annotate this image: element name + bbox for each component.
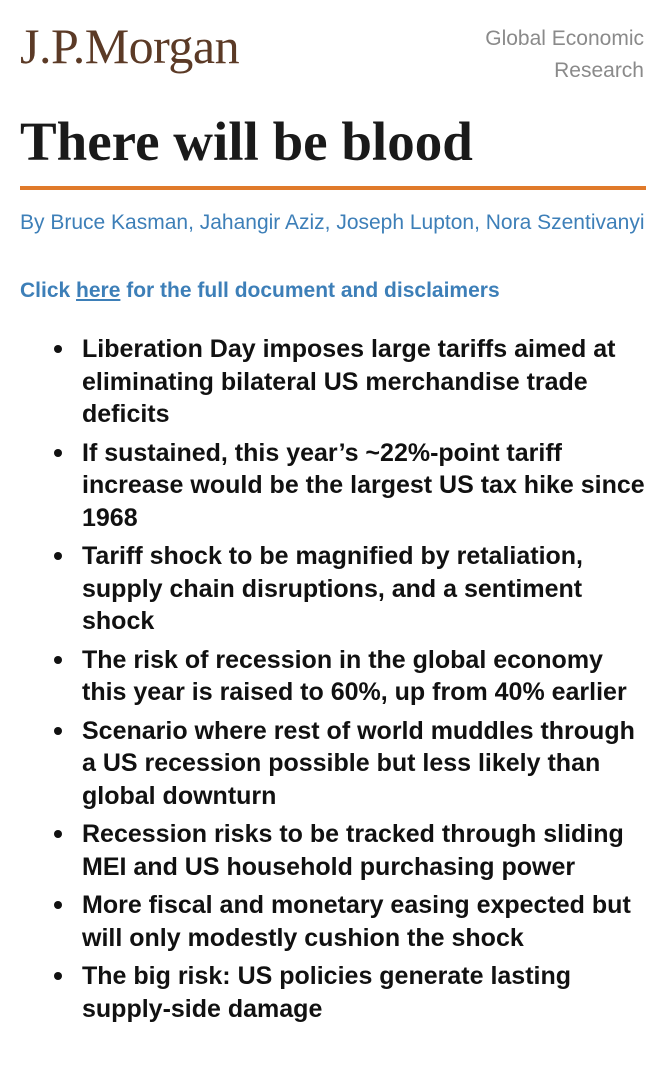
list-item	[0, 889, 667, 954]
research-label-line1: Global Economic	[485, 27, 644, 50]
list-item	[0, 960, 667, 1025]
research-label	[424, 23, 644, 87]
bullet-icon	[54, 552, 62, 560]
list-item-text: If sustained, this year’s ~22%-point tariff increase would be the largest US tax hike since 1968	[82, 438, 645, 532]
report-header	[20, 18, 646, 88]
list-item	[0, 715, 667, 813]
bullet-icon	[54, 830, 62, 838]
disclaimer-line	[20, 277, 646, 305]
bullet-icon	[54, 727, 62, 735]
list-item-text: Scenario where rest of world muddles through a US recession possible but less likely than global downturn	[82, 716, 635, 810]
key-points-list	[0, 333, 667, 1031]
list-item-text: Recession risks to be tracked through sliding MEI and US household purchasing power	[82, 820, 624, 881]
disclaimer-prefix: Click	[20, 279, 77, 302]
list-item	[0, 437, 667, 535]
jpmorgan-logo: J.P.Morgan	[20, 18, 240, 74]
article-title: There will be blood	[20, 111, 473, 172]
list-item	[0, 644, 667, 709]
list-item-text: The risk of recession in the global economy this year is raised to 60%, up from 40% earlier	[82, 645, 627, 706]
list-item-text: The big risk: US policies generate lasting supply-side damage	[82, 962, 572, 1023]
disclaimer-suffix: for the full document and disclaimers	[120, 279, 500, 302]
list-item-text: More fiscal and monetary easing expected but will only modestly cushion the shock	[82, 891, 631, 952]
full-document-link[interactable]: here	[76, 279, 121, 302]
author-byline: By Bruce Kasman, Jahangir Aziz, Joseph Lupton, Nora Szentivanyi	[20, 211, 645, 234]
bullet-icon	[54, 656, 62, 664]
bullet-icon	[54, 972, 62, 980]
bullet-icon	[54, 345, 62, 353]
research-label-line2: Research	[554, 59, 644, 82]
list-item-text: Tariff shock to be magnified by retaliation, supply chain disruptions, and a sentiment shock	[82, 542, 584, 635]
bullet-icon	[54, 901, 62, 909]
title-divider	[20, 186, 646, 190]
list-item	[0, 540, 667, 638]
list-item-text: Liberation Day imposes large tariffs aimed at eliminating bilateral US merchandise trade deficits	[82, 335, 616, 428]
list-item	[0, 333, 667, 431]
list-item	[0, 818, 667, 883]
bullet-icon	[54, 449, 62, 457]
